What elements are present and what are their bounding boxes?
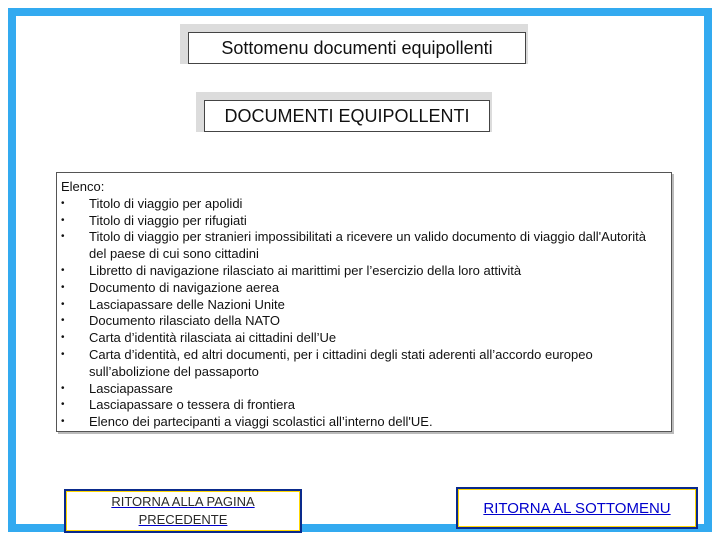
list-item-text: Documento di navigazione aerea bbox=[89, 279, 280, 295]
list-item bbox=[61, 330, 671, 347]
list-item bbox=[61, 229, 671, 263]
list-item-text: Titolo di viaggio per stranieri impossibilitati a ricevere un valido documento di viaggio dall'Autorità del paese di cui sono cittadini bbox=[89, 229, 646, 262]
bullet-icon: • bbox=[61, 298, 65, 310]
bullet-icon: • bbox=[61, 416, 65, 428]
bullet-icon: • bbox=[61, 214, 65, 226]
bullet-icon: • bbox=[61, 264, 65, 276]
section-heading: DOCUMENTI EQUIPOLLENTI bbox=[204, 100, 490, 132]
section-heading-box bbox=[196, 92, 492, 132]
back-previous-page-button[interactable] bbox=[64, 489, 302, 533]
list-item bbox=[61, 297, 671, 314]
list-item-text: Carta d’identità, ed altri documenti, per i cittadini degli stati aderenti all’accordo europeo sull’abolizione del passaporto bbox=[89, 346, 593, 379]
back-previous-page-label: RITORNA ALLA PAGINA PRECEDENTE bbox=[111, 494, 255, 527]
list-item bbox=[61, 280, 671, 297]
bullet-icon: • bbox=[61, 281, 65, 293]
list-item bbox=[61, 313, 671, 330]
list-item-text: Lasciapassare o tessera di frontiera bbox=[89, 397, 295, 413]
list-item-text: Libretto di navigazione rilasciato ai marittimi per l’esercizio della loro attività bbox=[89, 262, 522, 278]
list-item bbox=[61, 347, 671, 381]
bullet-icon: • bbox=[61, 315, 65, 327]
list-item bbox=[61, 263, 671, 280]
list-item-text: Documento rilasciato della NATO bbox=[89, 313, 280, 329]
list-item-text: Lasciapassare delle Nazioni Unite bbox=[89, 296, 285, 312]
list-item bbox=[61, 397, 671, 414]
back-to-submenu-label: RITORNA AL SOTTOMENU bbox=[483, 499, 671, 517]
list-item-text: Elenco dei partecipanti a viaggi scolastici all’interno dell'UE. bbox=[89, 414, 433, 430]
list-item bbox=[61, 381, 671, 398]
list-item bbox=[61, 213, 671, 230]
document-list bbox=[61, 196, 671, 431]
bullet-icon: • bbox=[61, 348, 65, 360]
list-item-text: Titolo di viaggio per rifugiati bbox=[89, 212, 247, 228]
bullet-icon: • bbox=[61, 231, 65, 243]
page-title: Sottomenu documenti equipollenti bbox=[188, 32, 526, 64]
back-to-submenu-button[interactable] bbox=[456, 487, 698, 529]
bullet-icon: • bbox=[61, 399, 65, 411]
bullet-icon: • bbox=[61, 332, 65, 344]
title-box bbox=[180, 24, 528, 64]
document-list-box bbox=[56, 172, 672, 432]
bullet-icon: • bbox=[61, 197, 65, 209]
bullet-icon: • bbox=[61, 382, 65, 394]
list-item bbox=[61, 196, 671, 213]
list-intro: Elenco: bbox=[61, 179, 105, 194]
list-item-text: Carta d’identità rilasciata ai cittadini dell’Ue bbox=[89, 330, 337, 346]
list-item bbox=[61, 414, 671, 431]
list-item-text: Lasciapassare bbox=[89, 380, 173, 396]
list-item-text: Titolo di viaggio per apolidi bbox=[89, 195, 243, 211]
